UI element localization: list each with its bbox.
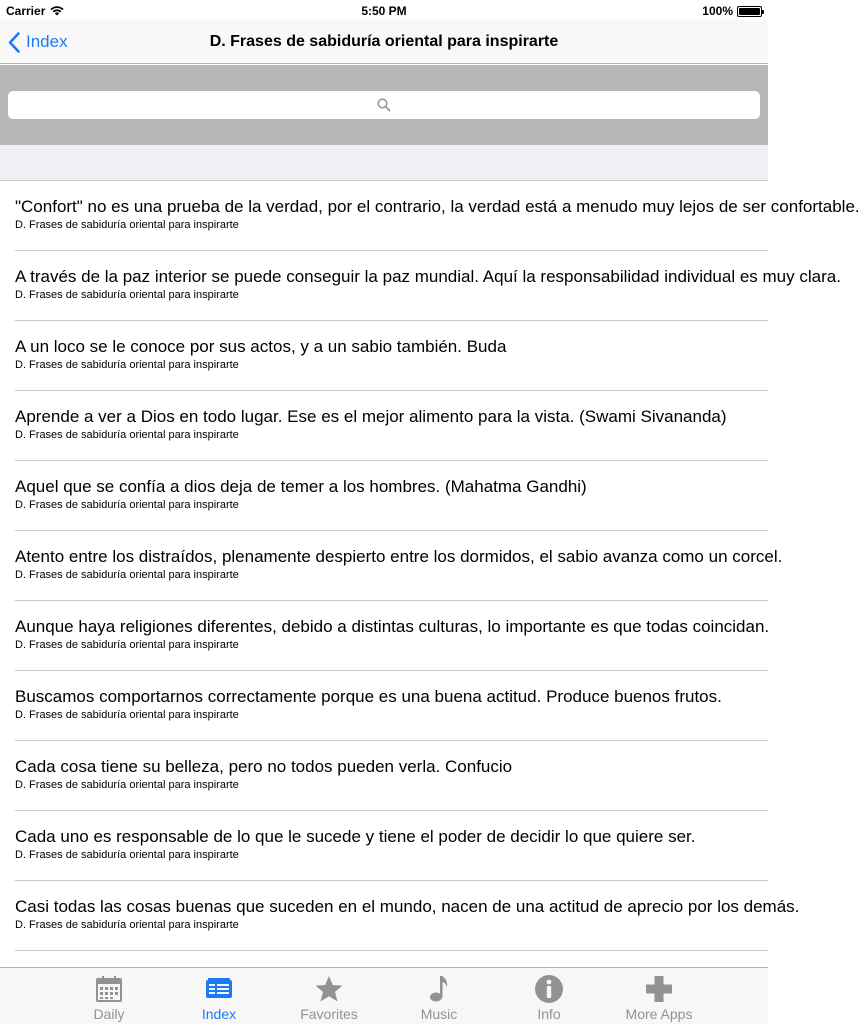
back-button[interactable] — [8, 20, 68, 64]
list-item-subtitle: D. Frases de sabiduría oriental para inspirarte — [15, 779, 239, 791]
status-right — [702, 4, 762, 18]
list-item-title: A través de la paz interior se puede conseguir la paz mundial. Aquí la responsabilidad individual es muy clara. — [15, 267, 841, 286]
tab-index[interactable] — [164, 968, 274, 1024]
quotes-list — [0, 181, 860, 967]
list-item-title: Aquel que se confía a dios deja de temer a los hombres. (Mahatma Gandhi) — [15, 477, 587, 496]
tab-label: More Apps — [625, 1006, 693, 1022]
list-item[interactable] — [0, 531, 783, 601]
list-item-title: Aprende a ver a Dios en todo lugar. Ese es el mejor alimento para la vista. (Swami Sivananda) — [15, 407, 727, 426]
list-item-title: Casi todas las cosas buenas que suceden en el mundo, nacen de una actitud de aprecio por los demás. — [15, 897, 800, 916]
status-bar — [0, 0, 768, 20]
list-item-title: Cada cosa tiene su belleza, pero no todos pueden verla. Confucio — [15, 757, 513, 776]
list-item[interactable] — [0, 461, 768, 531]
back-button-label: Index — [26, 32, 68, 51]
music-note-icon — [428, 974, 450, 1004]
list-item[interactable] — [0, 251, 841, 321]
list-item-title: Buscamos comportarnos correctamente porque es una buena actitud. Produce buenos frutos. — [15, 687, 722, 706]
list-item-subtitle: D. Frases de sabiduría oriental para inspirarte — [15, 359, 239, 371]
list-item[interactable] — [0, 181, 860, 251]
tab-more-apps[interactable] — [604, 968, 714, 1024]
list-item[interactable] — [0, 321, 768, 391]
navigation-bar — [0, 20, 768, 64]
tab-music[interactable] — [384, 968, 494, 1024]
list-item-subtitle: D. Frases de sabiduría oriental para inspirarte — [15, 569, 239, 581]
tab-favorites[interactable] — [274, 968, 384, 1024]
list-item-title: A un loco se le conoce por sus actos, y a un sabio también. Buda — [15, 337, 507, 356]
tab-label: Daily — [93, 1006, 125, 1022]
page-title: D. Frases de sabiduría oriental para inspirarte — [209, 33, 559, 50]
list-item[interactable] — [0, 671, 768, 741]
plus-icon — [645, 974, 673, 1004]
tab-label: Info — [537, 1006, 561, 1022]
list-item-subtitle: D. Frases de sabiduría oriental para inspirarte — [15, 499, 239, 511]
search-bar — [0, 65, 768, 145]
list-item-subtitle: D. Frases de sabiduría oriental para inspirarte — [15, 289, 239, 301]
battery-percent: 100% — [702, 4, 733, 18]
tab-list — [54, 968, 714, 1024]
list-item[interactable] — [0, 601, 768, 671]
list-item-title: Cada uno es responsable de lo que le sucede y tiene el poder de decidir lo que quiere ser. — [15, 827, 696, 846]
tab-label: Favorites — [300, 1006, 358, 1022]
battery-icon — [737, 6, 762, 17]
list-item-subtitle: D. Frases de sabiduría oriental para inspirarte — [15, 219, 239, 231]
list-item[interactable] — [0, 811, 768, 881]
status-time: 5:50 PM — [361, 4, 407, 18]
list-item[interactable] — [0, 741, 768, 811]
star-icon — [314, 974, 344, 1004]
chevron-left-icon — [8, 32, 20, 53]
list-item-title: "Confort" no es una prueba de la verdad, por el contrario, la verdad está a menudo muy lejos de ser confortable. — [15, 197, 860, 216]
list-item-subtitle: D. Frases de sabiduría oriental para inspirarte — [15, 919, 239, 931]
index-icon — [205, 974, 233, 1004]
tab-daily[interactable] — [54, 968, 164, 1024]
list-item-subtitle: D. Frases de sabiduría oriental para inspirarte — [15, 639, 239, 651]
list-item-title: Atento entre los distraídos, plenamente despierto entre los dormidos, el sabio avanza como un corcel. — [15, 547, 783, 566]
battery-fill — [739, 8, 760, 15]
info-icon — [534, 974, 564, 1004]
tab-label: Index — [201, 1006, 237, 1022]
calendar-icon — [96, 974, 122, 1004]
tab-info[interactable] — [494, 968, 604, 1024]
section-header — [0, 145, 768, 181]
list-item[interactable] — [0, 391, 768, 461]
search-field[interactable] — [8, 91, 760, 119]
carrier-label: Carrier — [6, 4, 46, 18]
list-item-title: Aunque haya religiones diferentes, debido a distintas culturas, lo importante es que todas coincidan. — [15, 617, 770, 636]
tab-bar — [0, 967, 768, 1024]
search-input[interactable] — [8, 91, 760, 119]
list-item-subtitle: D. Frases de sabiduría oriental para inspirarte — [15, 709, 239, 721]
list-item[interactable] — [0, 881, 800, 951]
tab-label: Music — [420, 1006, 458, 1022]
list-item-subtitle: D. Frases de sabiduría oriental para inspirarte — [15, 429, 239, 441]
list-item-subtitle: D. Frases de sabiduría oriental para inspirarte — [15, 849, 239, 861]
